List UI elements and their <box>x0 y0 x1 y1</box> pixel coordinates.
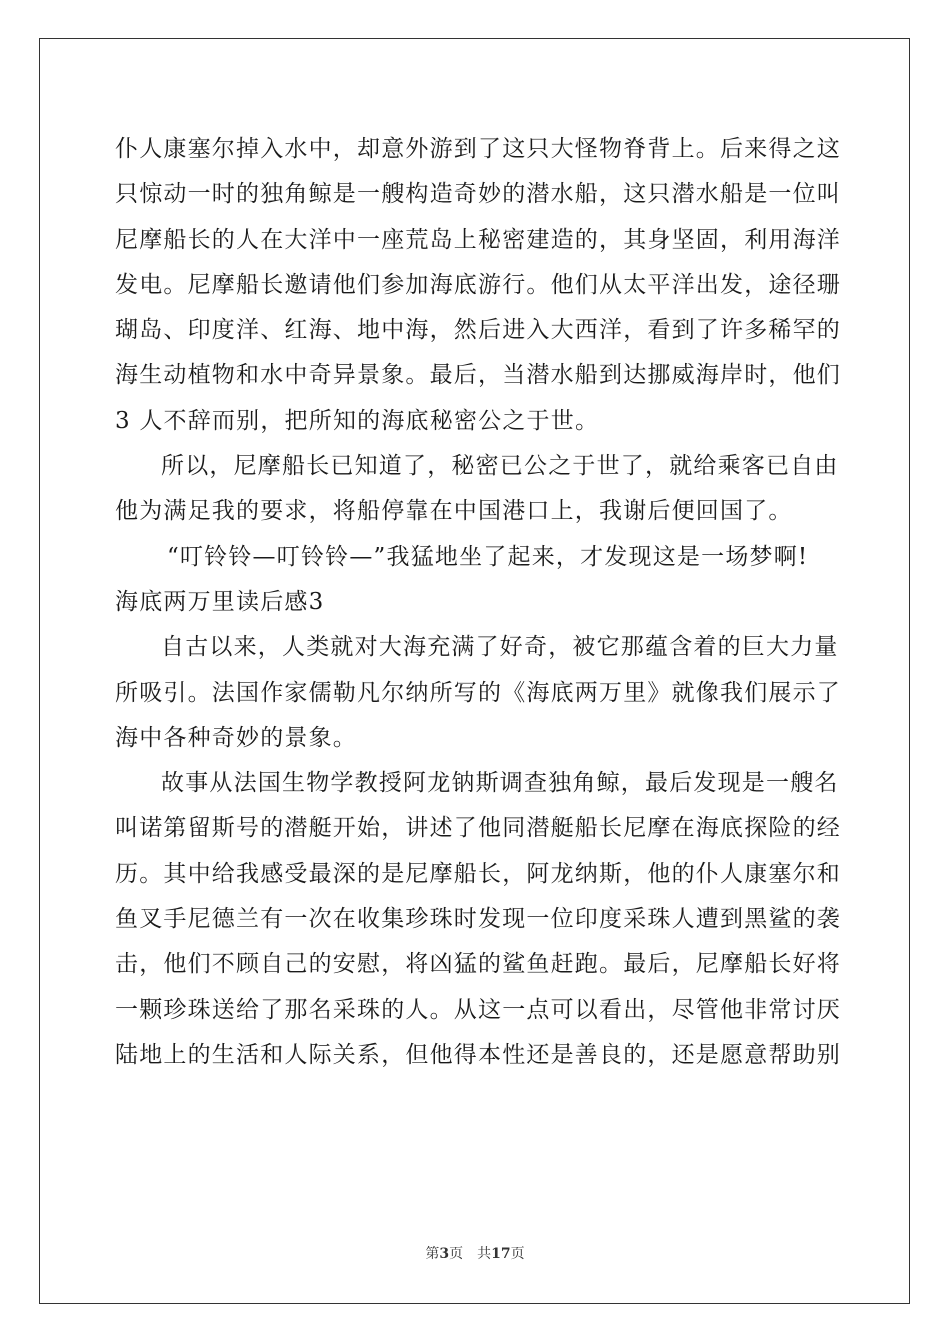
page-suffix: 页 <box>510 1246 525 1262</box>
quote-line: “叮铃铃—叮铃铃—”我猛地坐了起来，才发现这是一场梦啊! <box>167 543 809 570</box>
text-line: 陆地上的生活和人际关系，但他得本性还是善良的，还是愿意帮助别 <box>115 1041 841 1068</box>
page-footer <box>0 1243 950 1263</box>
text-line: 只惊动一时的独角鲸是一艘构造奇妙的潜水船，这只潜水船是一位叫 <box>115 181 841 208</box>
section-heading: 海底两万里读后感3 <box>115 588 325 615</box>
document-body <box>115 127 841 1078</box>
paragraph-start-line: 所以，尼摩船长已知道了，秘密已公之于世了，就给乘客已自由 <box>161 453 839 480</box>
text-line: 仆人康塞尔掉入水中，却意外游到了这只大怪物脊背上。后来得之这 <box>115 136 841 162</box>
page-prefix: 第 <box>425 1246 440 1262</box>
text-line: 叫诺第留斯号的潜艇开始，讲述了他同潜艇船长尼摩在海底探险的经 <box>115 815 841 842</box>
text-line: 历。其中给我感受最深的是尼摩船长，阿龙纳斯，他的仆人康塞尔和 <box>115 860 841 887</box>
text-line: 海生动植物和水中奇异景象。最后，当潜水船到达挪威海岸时，他们 <box>115 362 841 389</box>
text-line: 所吸引。法国作家儒勒凡尔纳所写的《海底两万里》就像我们展示了 <box>115 679 841 706</box>
text-line: 他为满足我的要求，将船停靠在中国港口上，我谢后便回国了。 <box>115 498 793 525</box>
page-mid: 页 共 <box>449 1246 492 1262</box>
paragraph-start-line: 自古以来，人类就对大海充满了好奇，被它那蕴含着的巨大力量 <box>161 634 839 661</box>
text-line: 3 人不辞而别，把所知的海底秘密公之于世。 <box>115 407 600 434</box>
paragraph-start-line: 故事从法国生物学教授阿龙钠斯调查独角鲸，最后发现是一艘名 <box>161 770 839 797</box>
page-number: 3 <box>439 1246 450 1262</box>
total-pages: 17 <box>491 1246 511 1262</box>
text-line: 瑚岛、印度洋、红海、地中海，然后进入大西洋，看到了许多稀罕的 <box>115 317 841 344</box>
text-line: 击，他们不顾自己的安慰，将凶猛的鲨鱼赶跑。最后，尼摩船长好将 <box>115 951 841 978</box>
text-line: 发电。尼摩船长邀请他们参加海底游行。他们从太平洋出发，途径珊 <box>115 271 841 298</box>
text-line: 一颗珍珠送给了那名采珠的人。从这一点可以看出，尽管他非常讨厌 <box>115 996 841 1023</box>
text-line: 海中各种奇妙的景象。 <box>115 724 357 751</box>
text-line: 鱼叉手尼德兰有一次在收集珍珠时发现一位印度采珠人遭到黑鲨的袭 <box>115 906 841 933</box>
text-line: 尼摩船长的人在大洋中一座荒岛上秘密建造的，其身坚固，利用海洋 <box>115 226 841 253</box>
